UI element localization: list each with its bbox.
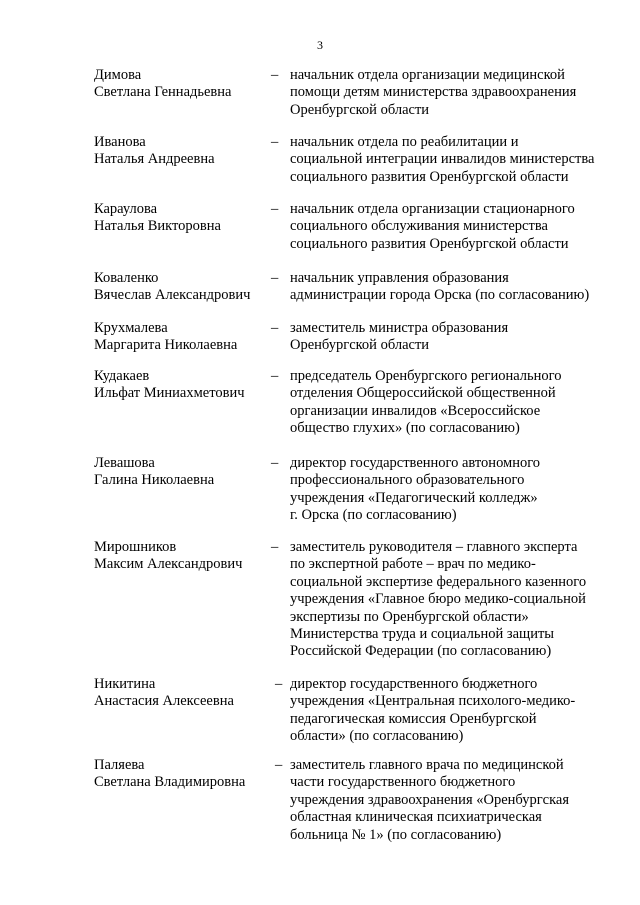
position-line: заместитель министра образования bbox=[290, 320, 509, 336]
position-line: учреждения «Педагогический колледж» bbox=[290, 489, 538, 506]
member-surname: Коваленко bbox=[94, 270, 159, 286]
member-position bbox=[290, 201, 615, 253]
separator-dash: – bbox=[275, 757, 283, 773]
page-number: 3 bbox=[317, 38, 323, 52]
member-position bbox=[290, 455, 615, 525]
member-surname: Левашова bbox=[94, 455, 155, 471]
position-line: директор государственного бюджетного bbox=[290, 676, 538, 692]
position-line: социального развития Оренбургской области bbox=[290, 235, 569, 252]
position-line: экспертизы по Оренбургской области» bbox=[290, 608, 529, 625]
member-surname: Димова bbox=[94, 67, 142, 83]
position-line: администрации города Орска (по согласованию) bbox=[290, 287, 590, 304]
position-line: заместитель главного врача по медицинской bbox=[290, 757, 564, 773]
member-name bbox=[94, 676, 274, 710]
separator-dash: – bbox=[271, 134, 279, 150]
separator-dash: – bbox=[271, 270, 279, 286]
position-line: Министерства труда и социальной защиты bbox=[290, 626, 555, 643]
member-name bbox=[94, 539, 274, 573]
member-given-names: Галина Николаевна bbox=[94, 472, 215, 488]
position-line: Оренбургской области bbox=[290, 101, 430, 118]
member-position bbox=[290, 676, 615, 746]
member-name bbox=[94, 67, 274, 101]
position-line: социального развития Оренбургской области bbox=[290, 168, 569, 185]
position-line: областная клиническая психиатрическая bbox=[290, 809, 542, 826]
member-given-names: Светлана Владимировна bbox=[94, 774, 246, 790]
position-line: начальник отдела организации стационарного bbox=[290, 201, 575, 217]
separator-dash: – bbox=[271, 67, 279, 83]
separator-dash: – bbox=[271, 320, 279, 336]
position-line: педагогическая комиссия Оренбургской bbox=[290, 710, 537, 727]
member-position bbox=[290, 757, 615, 844]
position-line: больница № 1» (по согласованию) bbox=[290, 826, 502, 843]
member-surname: Иванова bbox=[94, 134, 146, 150]
position-line: учреждения здравоохранения «Оренбургская bbox=[290, 791, 570, 808]
member-given-names: Ильфат Миниахметович bbox=[94, 385, 245, 401]
position-line: общество глухих» (по согласованию) bbox=[290, 420, 520, 437]
position-line: социальной экспертизе федерального казенного bbox=[290, 573, 587, 590]
member-position bbox=[290, 270, 615, 305]
position-line: начальник управления образования bbox=[290, 270, 509, 286]
member-given-names: Вячеслав Александрович bbox=[94, 287, 251, 303]
position-line: по экспертной работе – врач по медико- bbox=[290, 556, 536, 573]
position-line: профессионального образовательного bbox=[290, 472, 525, 489]
member-given-names: Маргарита Николаевна bbox=[94, 337, 238, 353]
position-line: учреждения «Главное бюро медико-социальной bbox=[290, 591, 586, 608]
position-line: учреждения «Центральная психолого-медико- bbox=[290, 693, 576, 710]
member-given-names: Максим Александрович bbox=[94, 556, 243, 572]
member-given-names: Светлана Геннадьевна bbox=[94, 84, 232, 100]
member-name bbox=[94, 455, 274, 489]
position-line: организации инвалидов «Всероссийское bbox=[290, 402, 541, 419]
member-name bbox=[94, 320, 274, 354]
position-line: г. Орска (по согласованию) bbox=[290, 507, 457, 524]
member-name bbox=[94, 270, 274, 304]
member-surname: Никитина bbox=[94, 676, 156, 692]
position-line: заместитель руководителя – главного эксперта bbox=[290, 539, 578, 555]
position-line: социальной интеграции инвалидов министерства bbox=[290, 151, 595, 168]
member-given-names: Наталья Андреевна bbox=[94, 151, 215, 167]
position-line: Российской Федерации (по согласованию) bbox=[290, 643, 552, 660]
position-line: начальник отдела по реабилитации и bbox=[290, 134, 519, 150]
member-position bbox=[290, 368, 615, 438]
separator-dash: – bbox=[271, 201, 279, 217]
position-line: отделения Общероссийской общественной bbox=[290, 385, 556, 402]
member-surname: Кудакаев bbox=[94, 368, 150, 384]
position-line: помощи детям министерства здравоохранения bbox=[290, 84, 577, 101]
member-name bbox=[94, 201, 274, 235]
separator-dash: – bbox=[271, 455, 279, 471]
position-line: социального обслуживания министерства bbox=[290, 218, 548, 235]
member-name bbox=[94, 368, 274, 402]
position-line: Оренбургской области bbox=[290, 337, 430, 354]
separator-dash: – bbox=[271, 368, 279, 384]
member-position bbox=[290, 539, 615, 661]
position-line: части государственного бюджетного bbox=[290, 774, 516, 791]
member-surname: Мирошников bbox=[94, 539, 177, 555]
member-position bbox=[290, 134, 615, 186]
position-line: области» (по согласованию) bbox=[290, 728, 464, 745]
separator-dash: – bbox=[271, 539, 279, 555]
position-line: директор государственного автономного bbox=[290, 455, 541, 471]
position-line: начальник отдела организации медицинской bbox=[290, 67, 565, 83]
position-line: председатель Оренбургского регионального bbox=[290, 368, 562, 384]
member-name bbox=[94, 134, 274, 168]
separator-dash: – bbox=[275, 676, 283, 692]
member-position bbox=[290, 320, 615, 355]
member-surname: Паляева bbox=[94, 757, 145, 773]
member-surname: Караулова bbox=[94, 201, 158, 217]
member-surname: Крухмалева bbox=[94, 320, 168, 336]
member-name bbox=[94, 757, 274, 791]
member-given-names: Наталья Викторовна bbox=[94, 218, 221, 234]
member-given-names: Анастасия Алексеевна bbox=[94, 693, 234, 709]
member-position bbox=[290, 67, 615, 119]
